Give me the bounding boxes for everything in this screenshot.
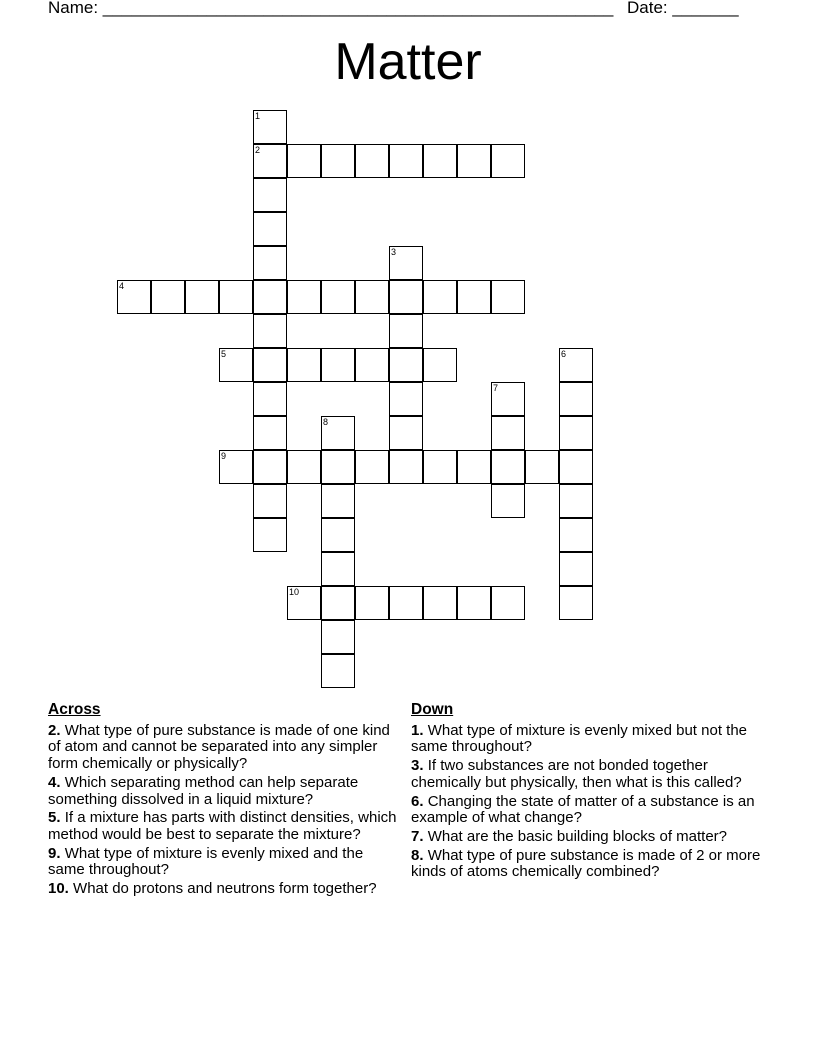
crossword-cell[interactable] bbox=[321, 450, 355, 484]
crossword-cell[interactable] bbox=[287, 280, 321, 314]
crossword-cell[interactable] bbox=[355, 586, 389, 620]
crossword-cell[interactable] bbox=[321, 416, 355, 450]
crossword-cell[interactable] bbox=[423, 586, 457, 620]
crossword-cell[interactable] bbox=[355, 450, 389, 484]
across-clue-2 bbox=[48, 723, 403, 773]
crossword-cell[interactable] bbox=[491, 450, 525, 484]
clue-number: 10. bbox=[48, 880, 69, 898]
crossword-cell[interactable] bbox=[253, 314, 287, 348]
crossword-cell[interactable] bbox=[491, 280, 525, 314]
across-clues bbox=[48, 702, 403, 900]
clue-number-label: 10 bbox=[289, 587, 300, 597]
clue-number-label: 6 bbox=[561, 349, 567, 359]
crossword-cell[interactable] bbox=[219, 280, 253, 314]
crossword-cell[interactable] bbox=[321, 484, 355, 518]
crossword-cell[interactable] bbox=[287, 348, 321, 382]
clue-text: If a mixture has parts with distinct densities, which method would be best to separate the mixture? bbox=[48, 809, 397, 843]
clue-number: 3. bbox=[411, 757, 424, 775]
clue-number-label: 3 bbox=[391, 247, 397, 257]
crossword-cell[interactable] bbox=[457, 586, 491, 620]
crossword-cell[interactable] bbox=[253, 416, 287, 450]
crossword-cell[interactable] bbox=[491, 144, 525, 178]
crossword-cell[interactable] bbox=[253, 484, 287, 518]
clue-number-label: 2 bbox=[255, 145, 261, 155]
down-clue-1 bbox=[411, 723, 771, 756]
clue-text: What type of pure substance is made of 2 or more kinds of atoms chemically combined? bbox=[411, 846, 761, 881]
crossword-cell[interactable] bbox=[355, 144, 389, 178]
clue-number: 6. bbox=[411, 792, 424, 810]
crossword-cell[interactable] bbox=[389, 382, 423, 416]
crossword-cell[interactable] bbox=[253, 246, 287, 280]
crossword-cell[interactable] bbox=[559, 382, 593, 416]
crossword-cell[interactable] bbox=[389, 416, 423, 450]
crossword-cell[interactable] bbox=[253, 178, 287, 212]
crossword-cell[interactable] bbox=[389, 246, 423, 280]
crossword-cell[interactable] bbox=[321, 348, 355, 382]
page-title: Matter bbox=[334, 33, 482, 91]
crossword-cell[interactable] bbox=[253, 280, 287, 314]
crossword-cell[interactable] bbox=[321, 280, 355, 314]
crossword-cell[interactable] bbox=[559, 416, 593, 450]
clue-number: 9. bbox=[48, 844, 61, 862]
down-clue-8 bbox=[411, 848, 771, 881]
crossword-cell[interactable] bbox=[321, 586, 355, 620]
crossword-cell[interactable] bbox=[321, 654, 355, 688]
down-clue-7 bbox=[411, 829, 771, 846]
across-heading: Across bbox=[48, 701, 101, 718]
crossword-cell[interactable] bbox=[389, 450, 423, 484]
crossword-cell[interactable] bbox=[423, 280, 457, 314]
clue-number: 4. bbox=[48, 773, 61, 791]
crossword-cell[interactable] bbox=[151, 280, 185, 314]
crossword-cell[interactable] bbox=[355, 348, 389, 382]
crossword-cell[interactable] bbox=[559, 586, 593, 620]
crossword-cell[interactable] bbox=[525, 450, 559, 484]
crossword-cell[interactable] bbox=[423, 450, 457, 484]
crossword-cell[interactable] bbox=[117, 280, 151, 314]
clue-number: 8. bbox=[411, 846, 424, 864]
clue-number: 2. bbox=[48, 721, 61, 739]
crossword-cell[interactable] bbox=[457, 450, 491, 484]
across-clue-4 bbox=[48, 775, 403, 808]
crossword-cell[interactable] bbox=[253, 144, 287, 178]
crossword-cell[interactable] bbox=[253, 382, 287, 416]
crossword-cell[interactable] bbox=[321, 518, 355, 552]
clue-number-label: 7 bbox=[493, 383, 499, 393]
down-clue-6 bbox=[411, 794, 771, 827]
crossword-cell[interactable] bbox=[491, 382, 525, 416]
crossword-cell[interactable] bbox=[491, 586, 525, 620]
crossword-cell[interactable] bbox=[389, 314, 423, 348]
clue-number: 5. bbox=[48, 809, 61, 827]
down-clue-3 bbox=[411, 758, 771, 791]
crossword-cell[interactable] bbox=[389, 586, 423, 620]
crossword-cell[interactable] bbox=[491, 416, 525, 450]
crossword-cell[interactable] bbox=[457, 280, 491, 314]
across-clue-10 bbox=[48, 881, 403, 898]
crossword-cell[interactable] bbox=[253, 348, 287, 382]
clue-text: Changing the state of matter of a substance is an example of what change? bbox=[411, 792, 755, 827]
clue-text: What type of mixture is evenly mixed and the same throughout? bbox=[48, 844, 364, 879]
crossword-cell[interactable] bbox=[457, 144, 491, 178]
name-field-label: Name: ______________________________________________________ bbox=[48, 0, 614, 17]
clue-number-label: 8 bbox=[323, 417, 329, 427]
crossword-cell[interactable] bbox=[321, 620, 355, 654]
across-clue-9 bbox=[48, 846, 403, 879]
crossword-cell[interactable] bbox=[321, 552, 355, 586]
clue-number-label: 9 bbox=[221, 451, 227, 461]
crossword-cell[interactable] bbox=[355, 280, 389, 314]
crossword-cell[interactable] bbox=[423, 348, 457, 382]
crossword-cell[interactable] bbox=[389, 280, 423, 314]
clue-number: 1. bbox=[411, 721, 424, 739]
crossword-cell[interactable] bbox=[185, 280, 219, 314]
across-clue-5 bbox=[48, 810, 403, 843]
crossword-cell[interactable] bbox=[253, 212, 287, 246]
crossword-cell[interactable] bbox=[253, 450, 287, 484]
clue-text: What type of mixture is evenly mixed but not the same throughout? bbox=[411, 721, 748, 756]
crossword-cell[interactable] bbox=[287, 450, 321, 484]
clue-number-label: 4 bbox=[119, 281, 125, 291]
crossword-cell[interactable] bbox=[559, 518, 593, 552]
crossword-cell[interactable] bbox=[219, 450, 253, 484]
clue-text: What are the basic building blocks of matter? bbox=[427, 827, 728, 845]
clue-text: What do protons and neutrons form together? bbox=[73, 880, 377, 898]
crossword-cell[interactable] bbox=[423, 144, 457, 178]
crossword-cell[interactable] bbox=[559, 348, 593, 382]
clue-text: Which separating method can help separate something dissolved in a liquid mixture? bbox=[48, 773, 359, 808]
crossword-cell[interactable] bbox=[287, 586, 321, 620]
crossword-cell[interactable] bbox=[253, 110, 287, 144]
clue-text: What type of pure substance is made of one kind of atom and cannot be separated into any simpler form chemically or physically? bbox=[48, 721, 390, 773]
down-heading: Down bbox=[411, 701, 454, 718]
crossword-cell[interactable] bbox=[219, 348, 253, 382]
date-field-label: Date: _______ bbox=[627, 0, 739, 17]
clue-number: 7. bbox=[411, 827, 424, 845]
down-clues bbox=[411, 702, 771, 883]
clue-number-label: 1 bbox=[255, 111, 261, 121]
clue-text: If two substances are not bonded together chemically but physically, then what is this called? bbox=[411, 757, 742, 791]
crossword-cell[interactable] bbox=[389, 144, 423, 178]
crossword-cell[interactable] bbox=[287, 144, 321, 178]
crossword-cell[interactable] bbox=[559, 484, 593, 518]
clue-number-label: 5 bbox=[221, 349, 227, 359]
crossword-cell[interactable] bbox=[559, 450, 593, 484]
crossword-cell[interactable] bbox=[321, 144, 355, 178]
crossword-cell[interactable] bbox=[559, 552, 593, 586]
crossword-cell[interactable] bbox=[491, 484, 525, 518]
crossword-cell[interactable] bbox=[253, 518, 287, 552]
crossword-cell[interactable] bbox=[389, 348, 423, 382]
